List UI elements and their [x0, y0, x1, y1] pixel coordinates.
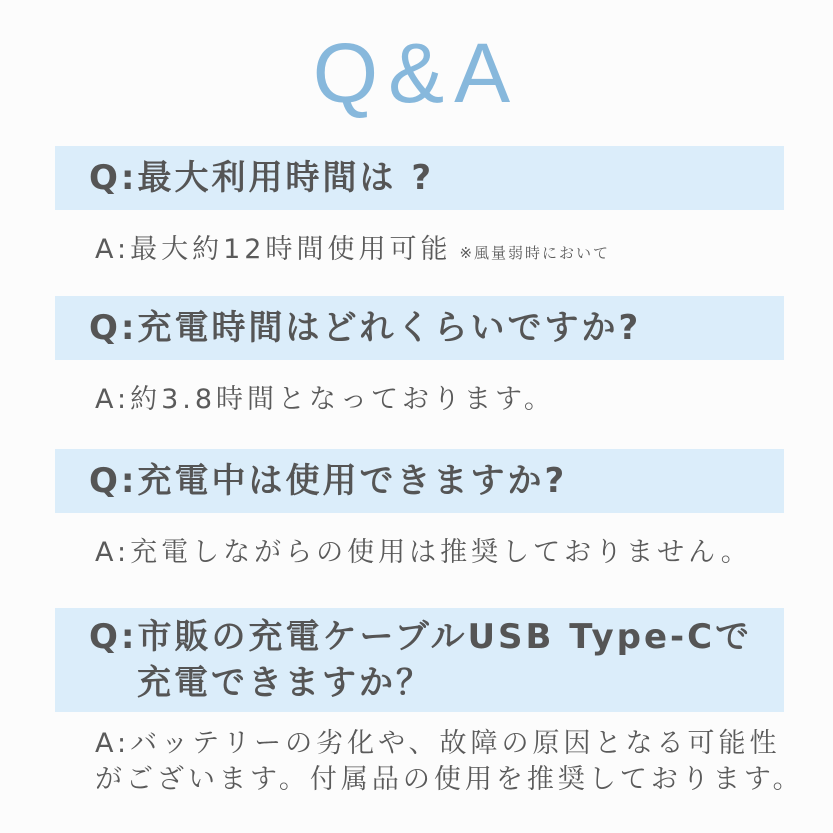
faq-question-3: [55, 449, 784, 513]
faq-question-4: [55, 608, 784, 712]
faq-answer-1-text: A:最大約12時間使用可能: [95, 234, 452, 265]
faq-question-4-line-1: Q:市販の充電ケーブルUSB Type-Cで: [89, 617, 753, 657]
faq-answer-4-line-1: A:バッテリーの劣化や、故障の原因となる可能性: [95, 728, 781, 759]
faq-question-3-text: Q:充電中は使用できますか?: [89, 461, 568, 501]
faq-question-2-text: Q:充電時間はどれくらいですか?: [89, 308, 642, 348]
faq-answer-1-note: ※風量弱時において: [459, 244, 611, 262]
faq-answer-4-line-2: がございます。付属品の使用を推奨しております。: [95, 764, 804, 795]
faq-answer-3-text: A:充電しながらの使用は推奨しておりません。: [95, 537, 752, 568]
faq-answer-4: [95, 726, 804, 798]
faq-answer-2-text: A:約3.8時間となっております。: [95, 384, 555, 415]
page-title: Q&A: [312, 26, 521, 120]
faq-question-2: [55, 296, 784, 360]
faq-question-1: [55, 146, 784, 210]
faq-answer-1: [95, 230, 610, 273]
faq-answer-3: [95, 533, 752, 573]
faq-question-1-text: Q:最大利用時間は ?: [89, 158, 435, 198]
faq-answer-2: [95, 380, 555, 420]
faq-question-4-line-2: 充電できますか？: [137, 663, 433, 703]
